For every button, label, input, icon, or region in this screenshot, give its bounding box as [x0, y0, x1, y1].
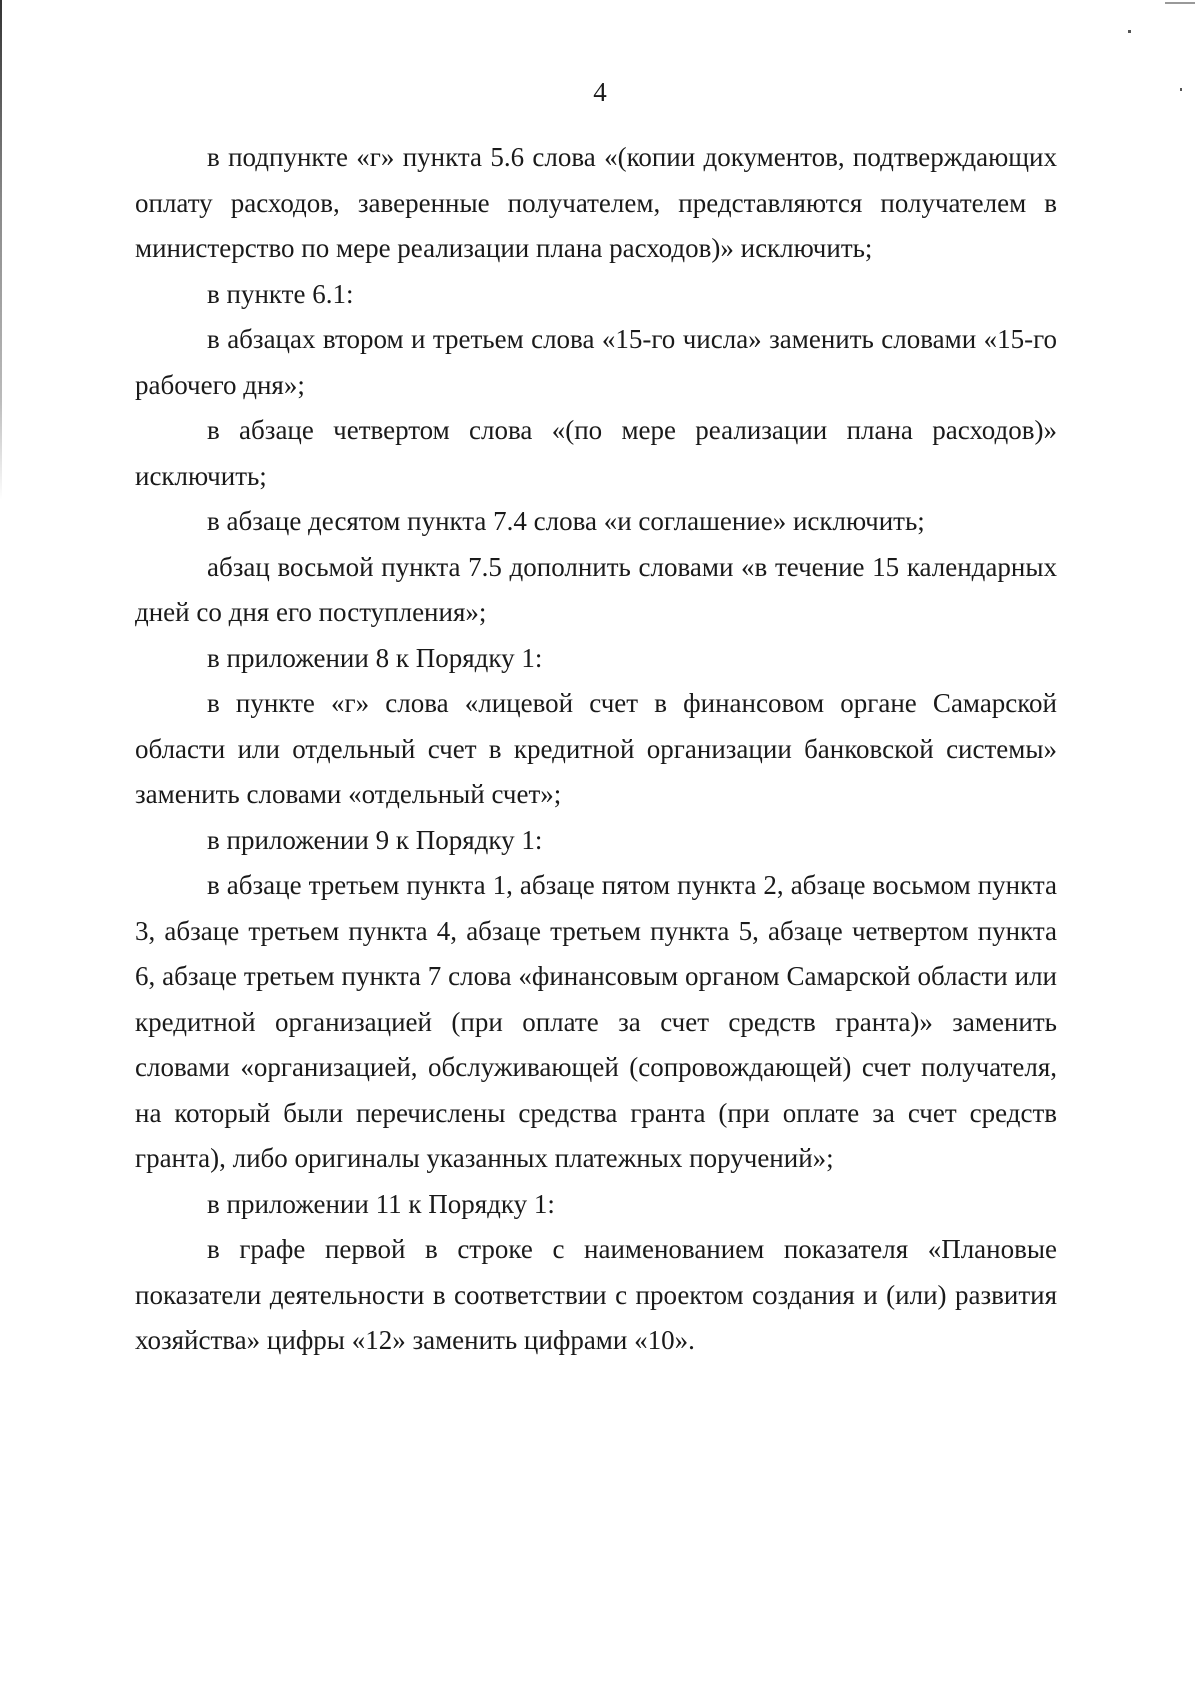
scan-left-edge: [0, 0, 2, 500]
paragraph: в абзаце третьем пункта 1, абзаце пятом пункта 2, абзаце восьмом пункта 3, абзаце третьем пункта 4, абзаце третьем пункта 5, абзаце четвертом пункта 6, абзаце третьем пункта 7 слова «финансовым органом Самарской области или кредитной организацией (при оплате за счет средств гранта)» заменить словами «организацией, обслуживающей (сопровождающей) счет получателя, на который были перечислены средства гранта (при оплате за счет средств гранта), либо оригиналы указанных платежных поручений»;: [135, 870, 1057, 1173]
paragraph: в пункте 6.1:: [207, 278, 354, 309]
document-body: [135, 135, 1057, 1364]
paragraph: в абзаце десятом пункта 7.4 слова «и соглашение» исключить;: [207, 506, 925, 536]
paragraph: в приложении 8 к Порядку 1:: [207, 642, 543, 673]
page-number: 4: [593, 77, 607, 107]
scan-speck: [1165, 2, 1195, 4]
paragraph: в абзаце четвертом слова «(по мере реализации плана расходов)» исключить;: [135, 415, 1057, 491]
paragraph: в пункте «г» слова «лицевой счет в финансовом органе Самарской области или отдельный счет в кредитной организации банковской системы» заменить словами «отдельный счет»;: [135, 688, 1057, 809]
scan-speck: [1128, 30, 1131, 33]
paragraph: в абзацах втором и третьем слова «15-го числа» заменить словами «15-го рабочего дня»;: [135, 324, 1057, 400]
paragraph: в графе первой в строке с наименованием показателя «Плановые показатели деятельности в соответствии с проектом создания и (или) развития хозяйства» цифры «12» заменить цифрами «10».: [135, 1234, 1057, 1355]
paragraph: в подпункте «г» пункта 5.6 слова «(копии документов, подтверждающих оплату расходов, заверенные получателем, представляются получателем в министерство по мере реализации плана расходов)» исключить;: [135, 142, 1057, 263]
paragraph: в приложении 11 к Порядку 1:: [207, 1188, 555, 1219]
paragraph: абзац восьмой пункта 7.5 дополнить словами «в течение 15 календарных дней со дня его поступления»;: [135, 551, 1057, 627]
paragraph: в приложении 9 к Порядку 1:: [207, 824, 543, 855]
